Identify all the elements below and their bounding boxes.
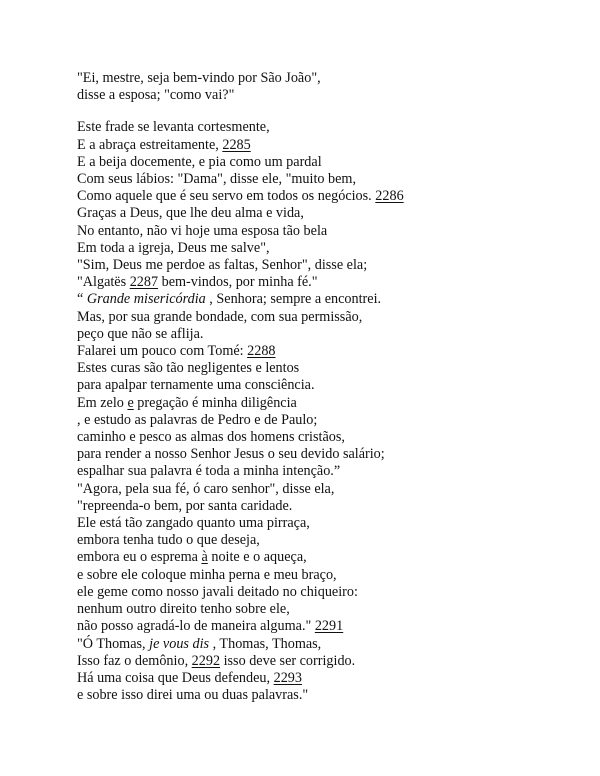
poem-line xyxy=(77,429,577,446)
line-text: Em zelo xyxy=(77,394,128,411)
poem-line xyxy=(77,584,577,601)
poem-line xyxy=(77,188,577,205)
line-text: pregação é minha diligência xyxy=(133,394,297,411)
line-text: peço que não se aflija. xyxy=(77,325,204,342)
line-text: Graças a Deus, que lhe deu alma e vida, xyxy=(77,205,304,222)
poem-line xyxy=(77,223,577,240)
poem-line xyxy=(77,481,577,498)
line-text: Mas, por sua grande bondade, com sua permissão, xyxy=(77,308,363,325)
stanza xyxy=(77,70,577,104)
footnote-link[interactable]: 2292 xyxy=(191,652,221,669)
line-text: nenhum outro direito tenho sobre ele, xyxy=(77,601,290,618)
line-text: e sobre isso direi uma ou duas palavras." xyxy=(77,687,309,704)
line-text: E a abraça estreitamente, xyxy=(77,136,223,153)
poem-line xyxy=(77,532,577,549)
poem-line xyxy=(77,326,577,343)
line-text: bem-vindos, por minha fé." xyxy=(158,274,318,291)
line-text: E a beija docemente, e pia como um pardal xyxy=(77,153,322,170)
line-text: e sobre ele coloque minha perna e meu braço, xyxy=(77,566,337,583)
line-text: disse a esposa; "como vai?" xyxy=(77,87,235,104)
poem-line xyxy=(77,549,577,566)
document-page xyxy=(77,70,577,704)
line-text: Falarei um pouco com Tomé: xyxy=(77,343,248,360)
footnote-link[interactable]: 2288 xyxy=(247,343,276,360)
poem-line xyxy=(77,670,577,687)
poem-line xyxy=(77,274,577,291)
poem-line xyxy=(77,498,577,515)
footnote-link[interactable]: 2285 xyxy=(222,136,251,153)
poem-line xyxy=(77,463,577,480)
poem-line xyxy=(77,309,577,326)
line-text: “ xyxy=(77,291,87,308)
line-text: "Agora, pela sua fé, ó caro senhor", disse ela, xyxy=(77,480,335,497)
poem-line xyxy=(77,205,577,222)
italic-phrase: je vous dis xyxy=(149,635,210,652)
line-text: Este frade se levanta cortesmente, xyxy=(77,119,270,136)
poem-line xyxy=(77,601,577,618)
poem-line xyxy=(77,446,577,463)
line-text: para render a nosso Senhor Jesus o seu devido salário; xyxy=(77,446,385,463)
poem-line xyxy=(77,515,577,532)
stanza xyxy=(77,119,577,704)
line-text: para apalpar ternamente uma consciência. xyxy=(77,377,315,394)
line-text: "Algatës xyxy=(77,274,130,291)
line-text: noite e o aqueça, xyxy=(207,549,307,566)
footnote-link[interactable]: 2293 xyxy=(273,669,302,686)
line-text: não posso agradá-lo de maneira alguma." xyxy=(77,618,315,635)
line-text: embora tenha tudo o que deseja, xyxy=(77,532,260,549)
poem-line xyxy=(77,87,577,104)
line-text: Isso faz o demônio, xyxy=(77,652,192,669)
poem-line xyxy=(77,567,577,584)
line-text: "Sim, Deus me perdoe as faltas, Senhor", disse ela; xyxy=(77,257,368,274)
poem-line xyxy=(77,291,577,308)
line-text: , e estudo as palavras de Pedro e de Paulo; xyxy=(77,411,318,428)
line-text: "Ei, mestre, seja bem-vindo por São João", xyxy=(77,70,321,86)
footnote-link[interactable]: 2291 xyxy=(314,618,344,635)
footnote-link[interactable]: 2287 xyxy=(129,274,159,291)
poem-line xyxy=(77,653,577,670)
poem-line xyxy=(77,618,577,635)
line-text: caminho e pesco as almas dos homens cristãos, xyxy=(77,429,345,446)
poem-line xyxy=(77,343,577,360)
line-text: , Thomas, Thomas, xyxy=(209,635,322,652)
line-text: isso deve ser corrigido. xyxy=(220,652,356,669)
underlined-text: à xyxy=(201,549,208,566)
poem-line xyxy=(77,119,577,136)
poem-line xyxy=(77,360,577,377)
italic-phrase: Grande misericórdia xyxy=(86,291,206,308)
line-text: "repreenda-o bem, por santa caridade. xyxy=(77,497,293,514)
poem-line xyxy=(77,687,577,704)
line-text: espalhar sua palavra é toda a minha intenção.” xyxy=(77,463,341,480)
poem-line xyxy=(77,70,577,87)
line-text: Com seus lábios: "Dama", disse ele, "muito bem, xyxy=(77,171,357,188)
poem-line xyxy=(77,377,577,394)
poem-line xyxy=(77,137,577,154)
poem-line xyxy=(77,171,577,188)
poem-line xyxy=(77,636,577,653)
poem-text xyxy=(77,70,577,704)
poem-line xyxy=(77,240,577,257)
line-text: Em toda a igreja, Deus me salve", xyxy=(77,239,270,256)
poem-line xyxy=(77,154,577,171)
line-text: "Ó Thomas, xyxy=(77,635,150,652)
footnote-link[interactable]: 2286 xyxy=(375,188,404,205)
underlined-text: e xyxy=(127,394,134,411)
line-text: ele geme como nosso javali deitado no chiqueiro: xyxy=(77,583,358,600)
line-text: Há uma coisa que Deus defendeu, xyxy=(77,669,274,686)
line-text: Estes curas são tão negligentes e lentos xyxy=(77,360,300,377)
poem-line xyxy=(77,412,577,429)
line-text: , Senhora; sempre a encontrei. xyxy=(205,291,382,308)
poem-line xyxy=(77,395,577,412)
line-text: Como aquele que é seu servo em todos os negócios. xyxy=(77,188,376,205)
line-text: No entanto, não vi hoje uma esposa tão bela xyxy=(77,222,328,239)
line-text: embora eu o esprema xyxy=(77,549,202,566)
poem-line xyxy=(77,257,577,274)
line-text: Ele está tão zangado quanto uma pirraça, xyxy=(77,515,310,532)
